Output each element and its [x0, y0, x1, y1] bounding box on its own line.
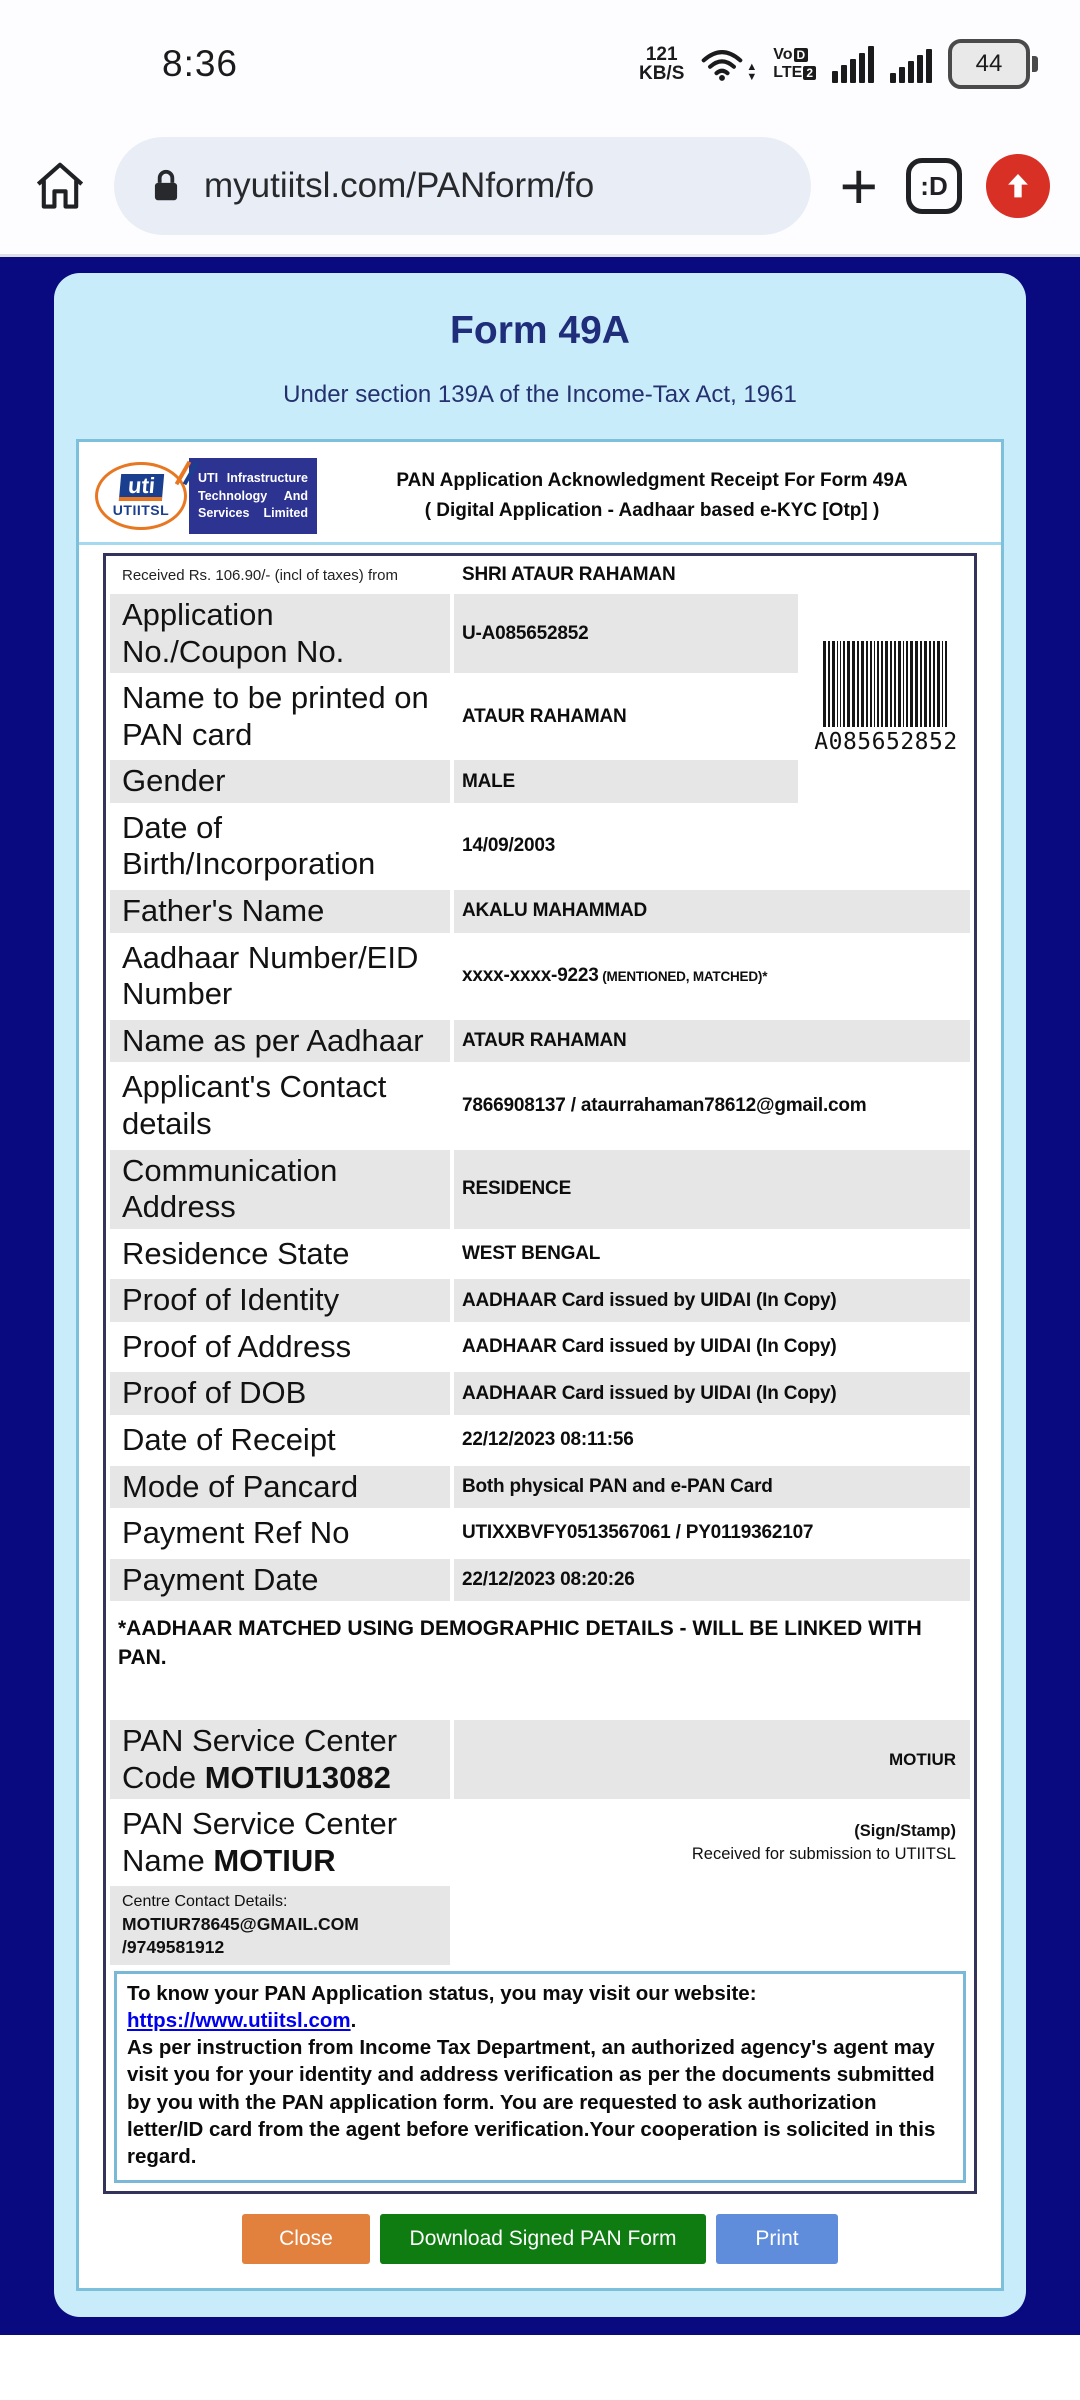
psc-code-value: MOTIU13082 [204, 1759, 391, 1795]
field-value: UTIXXBVFY0513567061 / PY0119362107 [462, 1522, 814, 1544]
battery-icon: 44 [948, 39, 1038, 89]
field-label: Application No./Coupon No. [110, 594, 450, 673]
network-speed: 121 KB/S [638, 44, 685, 84]
clock: 8:36 [162, 43, 239, 84]
table-row [110, 1466, 970, 1509]
field-label: Payment Ref No [122, 1515, 350, 1551]
wifi-icon [700, 45, 757, 83]
field-label: Gender [110, 760, 450, 803]
volte-icon: Vo D LTE 2 [773, 47, 816, 81]
page-subtitle: Under section 139A of the Income-Tax Act, 1961 [283, 381, 797, 408]
table-row [110, 1605, 970, 1674]
field-label: Date of Birth/Incorporation [122, 809, 376, 882]
receipt-table [103, 553, 977, 2194]
browser-toolbar [0, 118, 1080, 254]
sign-stamp-area: (Sign/Stamp) Received for submission to UTIITSL [691, 1822, 956, 1863]
tab-switcher-button[interactable]: :D [906, 158, 962, 214]
field-label: Communication Address [110, 1150, 450, 1229]
utiitsl-logo: uti UTIITSL UTI Infrastructure Technology And Services Limited [93, 458, 317, 534]
receipt-header [79, 454, 1001, 534]
field-value: 14/09/2003 [462, 835, 556, 857]
download-signed-pan-form-button[interactable]: Download Signed PAN Form [380, 2214, 706, 2264]
url-text: myutiitsl.com/PANform/fo [204, 166, 595, 205]
field-label: Mode of Pancard [110, 1466, 450, 1509]
close-button[interactable]: Close [242, 2214, 370, 2264]
receipt-title: PAN Application Acknowledgment Receipt For Form 49A ( Digital Application - Aadhaar based e-KYC [Otp] ) [396, 469, 908, 521]
table-row [110, 1326, 970, 1369]
table-row [110, 1886, 970, 1964]
field-label: Name as per Aadhaar [110, 1020, 450, 1063]
table-row [110, 1720, 970, 1799]
table-row [110, 1020, 970, 1063]
action-buttons [79, 2214, 1001, 2264]
table-row [110, 1512, 970, 1555]
field-value: ATAUR RAHAMAN [462, 705, 627, 727]
field-label: Proof of DOB [110, 1372, 450, 1415]
field-value: WEST BENGAL [462, 1242, 601, 1264]
status-bar [0, 0, 1080, 118]
table-row [110, 1803, 970, 1882]
table-row [110, 890, 970, 933]
field-value: 22/12/2023 08:11:56 [462, 1429, 634, 1451]
psc-name-label: PAN Service Center Name MOTIUR [122, 1806, 398, 1878]
aadhaar-matched-note: *AADHAAR MATCHED USING DEMOGRAPHIC DETAILS - WILL BE LINKED WITH PAN. [118, 1617, 922, 1669]
home-button[interactable] [30, 156, 90, 216]
chrome-update-button[interactable] [986, 154, 1050, 218]
status-icons [639, 39, 1038, 89]
utiitsl-link[interactable]: https://www.utiitsl.com [127, 2008, 351, 2032]
field-value: AADHAAR Card issued by UIDAI (In Copy) [454, 1372, 970, 1415]
table-row [110, 1559, 970, 1602]
received-label: Received Rs. 106.90/- (incl of taxes) from [122, 566, 398, 584]
field-value: xxxx-xxxx-9223 (MENTIONED, MATCHED)* [462, 965, 768, 987]
field-value: U-A085652852 [454, 594, 798, 673]
table-row [110, 807, 970, 886]
new-tab-button[interactable]: + [839, 149, 878, 223]
barcode-text: A085652852 [814, 729, 958, 756]
field-label: Aadhaar Number/EID Number [122, 939, 419, 1012]
field-value: AADHAAR Card issued by UIDAI (In Copy) [462, 1336, 837, 1358]
psc-name-value: MOTIUR [213, 1842, 336, 1878]
table-row [110, 1372, 970, 1415]
receipt-panel [76, 439, 1004, 2291]
field-value: AKALU MAHAMMAD [454, 890, 970, 933]
table-row [110, 937, 970, 1016]
footer-info-box: To know your PAN Application status, you may visit our website: https://www.utiitsl.com. As per instruction from Income Tax Department, an authorized agency's agent may visit you for your identity and address verification as per the documents submitted by you with the PAN application form. You are requested to ask authorization letter/ID card from the agent before verification.Your cooperation is solicited in this regard. [114, 1971, 966, 2184]
utiitsl-logo-text: UTI Infrastructure Technology And Services Limited [189, 458, 317, 534]
field-label: Proof of Address [122, 1328, 352, 1364]
table-row [110, 1969, 970, 2188]
field-label: Applicant's Contact details [122, 1069, 387, 1141]
table-row [110, 1233, 970, 1276]
field-value: 7866908137 / ataurrahaman78612@gmail.com [462, 1094, 867, 1116]
field-value: RESIDENCE [454, 1150, 970, 1229]
table-row [110, 560, 970, 590]
url-bar[interactable] [114, 137, 811, 235]
table-row [110, 1150, 970, 1229]
lock-icon [150, 167, 182, 205]
field-label: Payment Date [110, 1559, 450, 1602]
centre-contact-details: Centre Contact Details: MOTIUR78645@GMAIL.COM /9749581912 [110, 1886, 450, 1964]
table-row [110, 1279, 970, 1322]
field-value: 22/12/2023 08:20:26 [454, 1559, 970, 1602]
page-title: Form 49A [450, 309, 630, 352]
field-value: ATAUR RAHAMAN [454, 1020, 970, 1063]
field-label: Proof of Identity [110, 1279, 450, 1322]
print-button[interactable]: Print [716, 2214, 838, 2264]
field-label: Date of Receipt [122, 1421, 336, 1457]
field-value: Both physical PAN and e-PAN Card [454, 1466, 970, 1509]
field-label: Name to be printed on PAN card [122, 680, 429, 752]
psc-code-label: PAN Service Center Code MOTIU13082 [110, 1720, 450, 1799]
spacer-row [110, 1678, 970, 1716]
signal-icon-sim2 [890, 45, 932, 83]
table-row [110, 1066, 970, 1145]
psc-code-right: MOTIUR [454, 1720, 970, 1799]
table-row [110, 594, 970, 673]
received-value: SHRI ATAUR RAHAMAN [462, 564, 676, 585]
field-value: MALE [454, 760, 798, 803]
table-row [110, 1419, 970, 1462]
webpage-body [0, 257, 1080, 2335]
arrow-up-icon [1001, 169, 1035, 203]
barcode [802, 594, 970, 803]
form-card [54, 273, 1026, 2317]
signal-icon-sim1 [832, 45, 874, 83]
field-label: Residence State [122, 1235, 350, 1271]
field-label: Father's Name [110, 890, 450, 933]
wifi-traffic-arrows: ▲ ▼ [746, 61, 758, 84]
field-value: AADHAAR Card issued by UIDAI (In Copy) [454, 1279, 970, 1322]
header-divider [79, 542, 1001, 545]
